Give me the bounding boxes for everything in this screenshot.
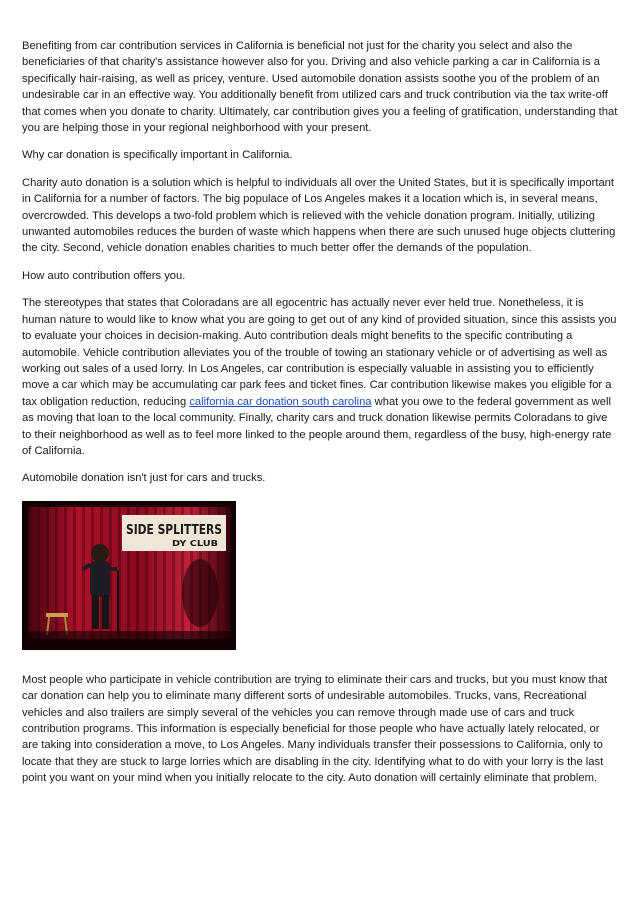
paragraph-how-it-helps (22, 295, 618, 459)
club-sign (122, 515, 226, 551)
paragraph-text-after-link: what you owe to the federal government as well as moving that loan to the local community. Finally, charity cars and truck donation likewise permits Coloradans to give to their neighborhood as well as to feel more linked to the people around them, regardless of the busy, high-energy rate of California. (22, 395, 612, 457)
club-sign-line2: DY CLUB (172, 538, 218, 548)
comedy-club-photo (22, 501, 236, 650)
paragraph-intro: Benefiting from car contribution services in California is beneficial not just for the charity you select and also the beneficiaries of that charity's assistance however also for you. Driving and also vehicle parking a car in California is a specifically hair-raising, as well as pricey, venture. Used automobile donation assists soothe you of the problem of an undesirable car in an effective way. You additionally benefit from utilized cars and truck contribution via the tax write-off that comes when you donate to charity. Ultimately, car contribution gives you a feeling of gratification, understanding that you are helping those in your regional neighborhood with your present. (22, 40, 618, 135)
heading-how-it-helps: How auto contribution offers you. (22, 269, 186, 282)
heading-why-california: Why car donation is specifically important in California. (22, 149, 293, 162)
heading-not-just-cars: Automobile donation isn't just for cars and trucks. (22, 472, 266, 485)
club-sign-line1: SIDE SPLITTERS (126, 522, 222, 538)
paragraph-vehicle-types: Most people who participate in vehicle contribution are trying to eliminate their cars and trucks, but you must know that car donation can help you to eliminate many different sorts of undesirable automobiles. Trucks, vans, Recreational vehicles and also trailers are simply several of the vehicles you can remove through made use of cars and truck contribution programs. This information is especially beneficial for those people who have actually lately relocated, or are taking into consideration a move, to Los Angeles. Many individuals transfer their possessions to California, only to locate that they are stuck to large lorries which are disabling in the city. Identifying what to do with your lorry is the last point you want on your mind when you initially relocate to the city. Auto donation will certainly eliminate that problem. (22, 673, 608, 785)
article-body (22, 38, 618, 798)
paragraph-text-before-link: The stereotypes that states that Coloradans are all egocentric has actually never ever held true. Nonetheless, it is human nature to would like to know what you are going to get out of any kind of provided situation, since this assists you to evaluate your choices in decision-making. Auto contribution deals might benefits to the specific contributing a automobile. Vehicle contribution alleviates you of the trouble of towing an stationary vehicle or of advertising as well as working out sales of a used lorry. In Los Angeles, car contribution is especially valuable in assisting you to efficiently move a car which may be accumulating car park fees and ticket fines. Car contribution likewise makes you eligible for a tax obligation reduction, reducing (22, 297, 617, 408)
paragraph-why-california: Charity auto donation is a solution which is helpful to individuals all over the United States, but it is specifically important in California for a number of factors. The big populace of Los Angeles makes it a location which is, in several means, overcrowded. This develops a two-fold problem which is relieved with the vehicle donation program. Initially, utilizing unwanted automobiles reduces the burden of waste which happens when there are such unused huge objects cluttering the city. Second, vehicle donation enables charities to much better offer the demands of the population. (22, 176, 616, 255)
california-car-donation-link[interactable]: california car donation south carolina (189, 395, 372, 408)
